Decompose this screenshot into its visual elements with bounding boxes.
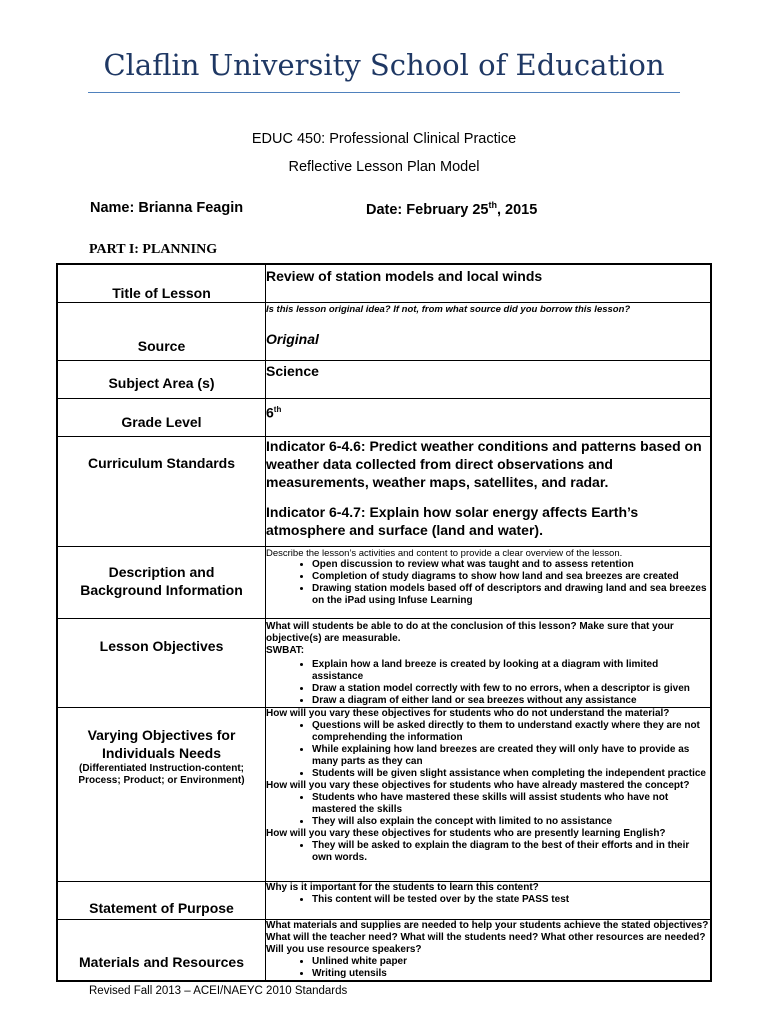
- list-item: • Draw a station model correctly with few to no errors, when a descriptor is given: [312, 683, 710, 695]
- purpose-prompt: Why is it important for the students to learn this content?: [266, 881, 539, 893]
- label-subject: Subject Area (s): [108, 374, 215, 391]
- label-varying-sub-2: Process; Product; or Environment): [78, 774, 245, 786]
- list-item: • Unlined white paper: [312, 956, 710, 968]
- varying-question-3: How will you vary these objectives for students who are presently learning English?: [266, 827, 666, 839]
- student-name: Name: Brianna Feagin: [90, 200, 244, 216]
- varying-list-3: [266, 840, 710, 864]
- row-description: [57, 546, 711, 618]
- list-item: • Students who have mastered these skills will assist students who have not mastered the skills: [312, 792, 710, 816]
- label-varying-sub-1: (Differentiated Instruction-content;: [79, 762, 244, 774]
- varying-list-2: [266, 792, 710, 828]
- list-item: • They will also explain the concept with limited to no assistance: [312, 816, 710, 828]
- materials-list: [266, 956, 710, 980]
- list-item: • Writing utensils: [312, 968, 710, 980]
- label-grade: Grade Level: [121, 413, 202, 430]
- title-divider: [88, 92, 680, 93]
- part-heading: PART I: PLANNING: [89, 242, 218, 257]
- row-purpose: [57, 881, 711, 919]
- model-title: Reflective Lesson Plan Model: [288, 159, 480, 175]
- objectives-prompt: What will students be able to do at the conclusion of this lesson? Make sure that your objective(s) are measurable.: [266, 620, 674, 644]
- description-list: [266, 559, 710, 607]
- row-title: [57, 264, 711, 302]
- list-item: • Explain how a land breeze is created by looking at a diagram with limited assistance: [312, 659, 710, 683]
- row-objectives: [57, 618, 711, 707]
- label-source: Source: [137, 337, 186, 354]
- row-standards: [57, 436, 711, 546]
- description-prompt: Describe the lesson’s activities and content to provide a clear overview of the lesson.: [266, 547, 623, 559]
- list-item: • They will be asked to explain the diagram to the best of their efforts and in their own words.: [312, 840, 710, 864]
- source-question: Is this lesson original idea? If not, from what source did you borrow this lesson?: [266, 303, 631, 315]
- list-item: • Completion of study diagrams to show how land and sea breezes are created: [312, 571, 710, 583]
- value-grade: 6th: [266, 404, 282, 421]
- label-title: Title of Lesson: [112, 285, 211, 301]
- objectives-list: [266, 659, 710, 707]
- lesson-date: Date: February 25th, 2015: [366, 200, 538, 218]
- list-item: • Open discussion to review what was taught and to assess retention: [312, 559, 710, 571]
- varying-list-1: [266, 720, 710, 780]
- list-item: • Students will be given slight assistance when completing the independent practice: [312, 768, 710, 780]
- purpose-list: [266, 894, 710, 906]
- label-materials: Materials and Resources: [79, 953, 244, 970]
- row-grade: [57, 398, 711, 436]
- course-title: EDUC 450: Professional Clinical Practice: [251, 131, 517, 147]
- list-item: • This content will be tested over by the state PASS test: [312, 894, 710, 906]
- standard-6-4-7: Indicator 6-4.7: Explain how solar energy affects Earth’s atmosphere and surface (land and water).: [266, 503, 639, 538]
- label-standards: Curriculum Standards: [87, 454, 236, 471]
- value-subject: Science: [266, 362, 319, 379]
- swbat-label: SWBAT:: [266, 644, 305, 656]
- label-description-2: Background Information: [80, 581, 243, 598]
- list-item: • While explaining how land breezes are created they will only have to provide as many parts as they can: [312, 744, 710, 768]
- varying-question-1: How will you vary these objectives for students who do not understand the material?: [266, 707, 670, 719]
- standard-6-4-6: Indicator 6-4.6: Predict weather conditions and patterns based on weather data collected from direct observations and measurements, weather maps, satellites, and radar.: [266, 437, 702, 490]
- label-purpose: Statement of Purpose: [89, 899, 234, 916]
- list-item: • Questions will be asked directly to them to understand exactly where they are not comprehending the information: [312, 720, 710, 744]
- row-varying: [57, 707, 711, 881]
- lesson-plan-table: [56, 263, 712, 982]
- label-objectives: Lesson Objectives: [99, 637, 224, 654]
- materials-prompt: What materials and supplies are needed to help your students achieve the stated objectives? What will the teacher need? What will the students need? What other resources are needed? Will you use resource speakers?: [266, 919, 709, 955]
- university-title: Claflin University School of Education: [103, 48, 665, 82]
- value-title: Review of station models and local winds: [266, 268, 543, 284]
- row-source: [57, 302, 711, 360]
- list-item: • Draw a diagram of either land or sea breezes without any assistance: [312, 695, 710, 707]
- label-varying-2: Individuals Needs: [101, 744, 222, 761]
- value-source: Original: [266, 330, 319, 347]
- varying-question-2: How will you vary these objectives for students who have already mastered the concept?: [266, 779, 690, 791]
- list-item: • Drawing station models based off of descriptors and drawing land and sea breezes on the iPad using Infuse Learning: [312, 583, 710, 607]
- row-subject: [57, 360, 711, 398]
- label-varying-1: Varying Objectives for: [87, 726, 236, 743]
- footer-revision: Revised Fall 2013 – ACEI/NAEYC 2010 Standards: [89, 985, 348, 997]
- label-description-1: Description and: [108, 563, 215, 580]
- row-materials: [57, 919, 711, 981]
